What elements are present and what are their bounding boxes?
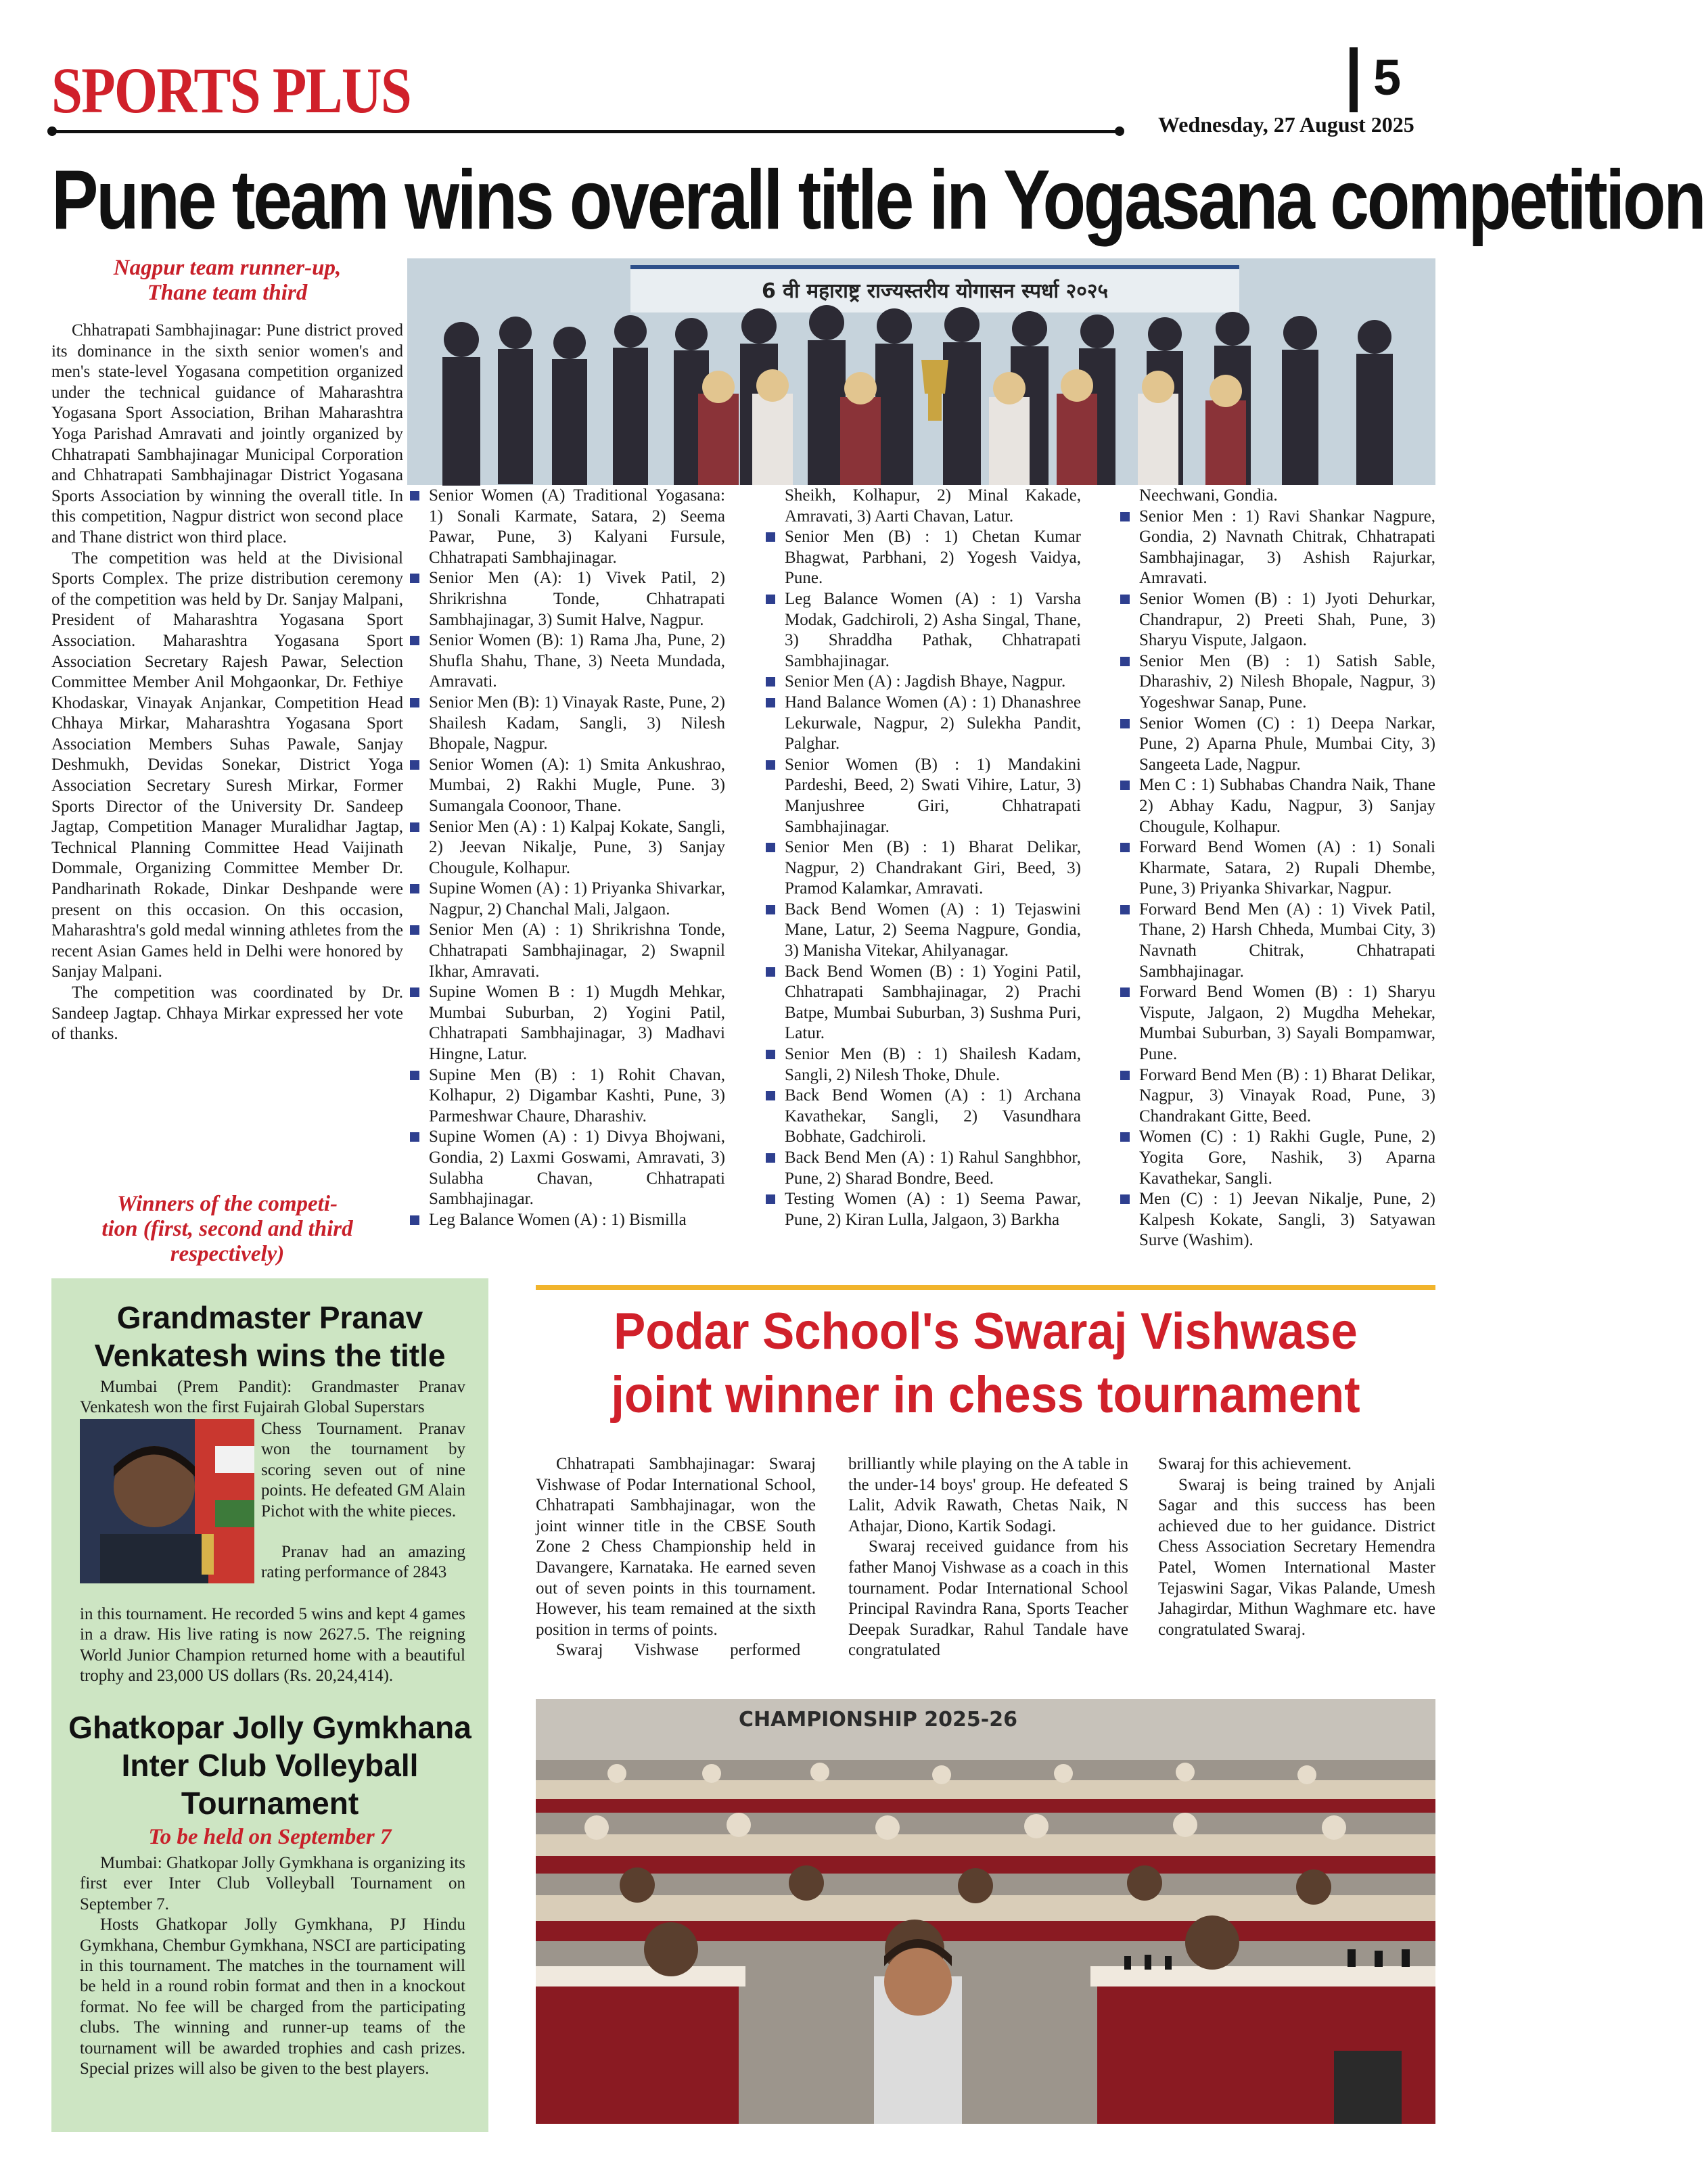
pranav-story-body (261, 1419, 465, 1583)
section-title: SPORTS PLUS (51, 54, 411, 126)
subhead-line: Thane team third (147, 281, 308, 305)
results-list (763, 486, 1081, 1230)
page-number-bar (1350, 47, 1358, 112)
story-paragraph: Swaraj Vishwase performed (556, 1641, 801, 1660)
chess-story-rule (536, 1285, 1435, 1290)
yoga-photo-illustration (407, 258, 1435, 485)
portrait-illustration (80, 1419, 254, 1583)
story-paragraph: Pranav had an amazing rating performance of 2843 (261, 1543, 465, 1582)
result-item: Supine Women (A) : 1) Priyanka Shivarkar, Nagpur, 2) Chanchal Mali, Jalgaon. (407, 879, 725, 920)
story-paragraph: Chhatrapati Sambhajinagar: Pune district proved its dominance in the sixth senior women's and men's state-level Yogasana competition organized under the technical guidance of Maharashtra Yogasana Sport Association, Brihan Maharashtra Yoga Parishad Amravati and jointly organized by Chhatrapati Sambhajinagar Municipal Corporation and Chhatrapati Sambhajinagar District Yogasana Sports Association by winning the overall title. In this competition, Nagpur district won second place and Thane district won third place. (51, 321, 403, 547)
story-paragraph: Mumbai (Prem Pandit): Grandmaster Pranav Venkatesh won the first Fujairah Global Superstars (80, 1378, 465, 1417)
result-item: Men (C) : 1) Jeevan Nikalje, Pune, 2) Kalpesh Kokate, Sangli, 3) Satyawan Surve (Washim). (1118, 1189, 1435, 1251)
result-item: Senior Men (B) : 1) Shailesh Kadam, Sangli, 2) Nilesh Thoke, Dhule. (763, 1044, 1081, 1086)
result-item: Hand Balance Women (A) : 1) Dhanashree Lekurwale, Nagpur, 2) Sulekha Pandit, Palghar. (763, 693, 1081, 755)
pranav-story-intro (80, 1377, 465, 1418)
result-item: Testing Women (A) : 1) Seema Pawar, Pune, 2) Kiran Lulla, Jalgaon, 3) Barkha (763, 1189, 1081, 1230)
results-list (407, 486, 725, 1230)
chess-story-column (536, 1454, 816, 1661)
result-item: Supine Men (B) : 1) Rohit Chavan, Kolhapur, 2) Digambar Kashti, Pune, 3) Parmeshwar Chaure, Dharashiv. (407, 1065, 725, 1128)
chess-headline: Podar School's Swaraj Vishwase joint winner in chess tournament (611, 1303, 1360, 1424)
masthead-rule-end (1115, 126, 1124, 136)
chess-tournament-photo (536, 1699, 1435, 2124)
masthead-rule-end (47, 126, 57, 136)
result-item: Back Bend Men (A) : 1) Rahul Sanghbhor, Pune, 2) Sharad Bondre, Beed. (763, 1148, 1081, 1189)
volleyball-headline: Ghatkopar Jolly Gymkhana Inter Club Volleyball Tournament (68, 1710, 471, 1821)
chess-photo-banner: CHAMPIONSHIP 2025-26 (739, 1708, 1017, 1732)
yoga-team-photo (407, 258, 1435, 485)
main-headline: Pune team wins overall title in Yogasana competition (51, 154, 1704, 247)
result-item: Senior Men : 1) Ravi Shankar Nagpure, Gondia, 2) Navnath Chitrak, Chhatrapati Sambhajinagar, 3) Ashish Rajurkar, Amravati. (1118, 507, 1435, 589)
result-item: Senior Women (B): 1) Rama Jha, Pune, 2) Shufla Shahu, Thane, 3) Neeta Mundada, Amravati. (407, 630, 725, 693)
story-paragraph: Hosts Ghatkopar Jolly Gymkhana, PJ Hindu Gymkhana, Chembur Gymkhana, NSCI are participating in this tournament. The matches in the tournament will be held in a round robin format and then in a knockout format. No fee will be charged from the participating clubs. The winning and runner-up teams of the tournament will be awarded trophies and cash prizes. Special prizes will also be given to the best players. (80, 1915, 465, 2078)
result-item: Forward Bend Men (B) : 1) Bharat Delikar, Nagpur, 3) Vinayak Road, Pune, 3) Chandrakant Gitte, Beed. (1118, 1065, 1435, 1128)
result-item: Men C : 1) Subhabas Chandra Naik, Thane 2) Abhay Kadu, Nagpur, 3) Sanjay Chougule, Kolhapur. (1118, 775, 1435, 837)
result-item: Forward Bend Men (A) : 1) Vivek Patil, Thane, 2) Harsh Chheda, Mumbai City, 3) Navnath Chitrak, Chhatrapati Sambhajinagar. (1118, 900, 1435, 982)
story-paragraph: Chhatrapati Sambhajinagar: Swaraj Vishwase of Podar International School, Chhatrapati Sambhajinagar, won the joint winner title in the CBSE South Zone 2 Chess Championship held in Davangere, Karnataka. He earned seven out of seven points in this tournament. However, his team remained at the sixth position in terms of points. (536, 1455, 816, 1639)
result-item-continued: Sheikh, Kolhapur, 2) Minal Kakade, Amravati, 3) Aarti Chavan, Latur. (785, 486, 1081, 526)
pranav-story-continued (80, 1604, 465, 1687)
caption-line: Winners of the competi- (116, 1192, 338, 1216)
story-paragraph: Swaraj is being trained by Anjali Sagar and this success has been achieved due to her guidance. District Chess Association Secretary Hemendra Patel, Women International Master Tejaswini Sagar, Vikas Palande, Umesh Jahagirdar, Mithun Waghmare etc. have congratulated Swaraj. (1158, 1475, 1435, 1639)
result-item: Senior Women (A) Traditional Yogasana: 1) Sonali Karmate, Satara, 2) Seema Pawar, Pune, 3) Kalyani Fursule, Chhatrapati Sambhajinagar. (407, 486, 725, 568)
masthead-rule (51, 130, 1120, 133)
issue-date: Wednesday, 27 August 2025 (1158, 112, 1414, 137)
volleyball-subhead: To be held on September 7 (148, 1825, 392, 1849)
result-item: Back Bend Women (B) : 1) Yogini Patil, Chhatrapati Sambhajinagar, 2) Prachi Batpe, Mumbai Suburban, 3) Sushma Puri, Latur. (763, 962, 1081, 1044)
result-item: Senior Women (C) : 1) Deepa Narkar, Pune, 2) Aparna Phule, Mumbai City, 3) Sangeeta Lade, Nagpur. (1118, 714, 1435, 776)
subhead-line: Nagpur team runner-up, (113, 256, 342, 280)
result-item: Supine Women (A) : 1) Divya Bhojwani, Gondia, 2) Laxmi Goswami, Amravati, 3) Sulabha Chavan, Chhatrapati Sambhajinagar. (407, 1127, 725, 1209)
result-item: Senior Women (B) : 1) Jyoti Dehurkar, Chandrapur, 2) Preeti Shah, Pune, 3) Sharyu Vispute, Jalgaon. (1118, 589, 1435, 651)
story-subhead (51, 256, 403, 306)
result-item: Senior Men (B) : 1) Chetan Kumar Bhagwat, Parbhani, 2) Yogesh Vaidya, Pune. (763, 527, 1081, 589)
result-item: Senior Men (A) : 1) Kalpaj Kokate, Sangli, 2) Jeevan Nikalje, Pune, 3) Sanjay Chougule, Kolhapur. (407, 817, 725, 879)
volleyball-story-body (80, 1853, 465, 2079)
story-paragraph: Swaraj received guidance from his father Manoj Vishwase as a coach in this tournament. Podar International School Principal Ravindra Rana, Sports Teacher Deepak Suradkar, Rahul Tandale have congratulated (848, 1537, 1128, 1660)
caption-line: respectively) (170, 1242, 285, 1266)
result-item: Senior Women (A): 1) Smita Ankushrao, Mumbai, 2) Rakhi Mugle, Pune. 3) Sumangala Coonoor, Thane. (407, 755, 725, 817)
chess-story-column (1158, 1454, 1435, 1640)
result-item: Senior Men (A): 1) Vivek Patil, 2) Shrikrishna Tonde, Chhatrapati Sambhajinagar, 3) Sumit Halve, Nagpur. (407, 568, 725, 630)
result-item: Women (C) : 1) Rakhi Gugle, Pune, 2) Yogita Gore, Nashik, 3) Aparna Kavathekar, Sangli. (1118, 1127, 1435, 1189)
story-paragraph: The competition was held at the Divisional Sports Complex. The prize distribution ceremony of the competition was held by Dr. Sanjay Malpani, President of Maharashtra Yogasana Sport Association. Maharashtra Yogasana Sport Association Secretary Rajesh Pawar, Selection Committee Member Anil Mohgaonkar, Dr. Fethiye Khodaskar, Vinayak Anjankar, Competition Head Chhaya Mirkar, Maharashtra Yogasana Sport Association Members Suhas Pawale, Sanjay Deshmukh, Devidas Sonekar, District Yoga Association Secretary Suresh Mirkar, Former Sports Director of the University Dr. Sandeep Jagtap, Competition Manager Muralidhar Jagtap, Technical Planning Committee Head Vaijinath Dommale, Organizing Committee Member Dr. Pandharinath Rokade, Dinkar Deshpande were present on this occasion. On this occasion, Maharashtra's gold medal winning athletes from the recent Asian Games held in Delhi were honored by Sanjay Malpani. (51, 549, 403, 981)
pranav-headline: Grandmaster Pranav Venkatesh wins the title (94, 1300, 446, 1373)
story-paragraph: Mumbai: Ghatkopar Jolly Gymkhana is organizing its first ever Inter Club Volleyball Tournament on September 7. (80, 1854, 465, 1913)
chess-photo-illustration (536, 1699, 1435, 2124)
result-item: Senior Men (B) : 1) Satish Sable, Dharashiv, 2) Nilesh Bhopale, Nagpur, 3) Yogeshwar Sanap, Pune. (1118, 651, 1435, 714)
result-item: Senior Men (A) : Jagdish Bhaye, Nagpur. (763, 672, 1081, 693)
story-paragraph: The competition was coordinated by Dr. Sandeep Jagtap. Chhaya Mirkar expressed her vote of thanks. (51, 983, 403, 1044)
result-item: Back Bend Women (A) : 1) Tejaswini Mane, Latur, 2) Seema Nagpure, Gondia, 3) Manisha Vitekar, Ahilyanagar. (763, 900, 1081, 962)
yoga-photo-banner: 6 वी महाराष्ट्र राज्यस्तरीय योगासन स्पर्धा २०२५ (761, 279, 1109, 303)
result-item: Forward Bend Women (A) : 1) Sonali Kharmate, Satara, 2) Rupali Dhembe, Pune, 3) Priyanka Shivarkar, Nagpur. (1118, 837, 1435, 900)
results-list (1118, 486, 1435, 1251)
result-item: Senior Women (B) : 1) Mandakini Pardeshi, Beed, 2) Swati Vihire, Latur, 3) Manjushree Giri, Chhatrapati Sambhajinagar. (763, 755, 1081, 837)
story-text: brilliantly while playing on the A table in the under-14 boys' group. He defeated S Lalit, Advik Rawath, Chetas Naik, N Athajar, Diono, Kartik Sodagi. (848, 1455, 1128, 1535)
result-item: Forward Bend Women (B) : 1) Sharyu Vispute, Jalgaon, 2) Mugdha Mehekar, Mumbai Suburban, 3) Sayali Bompamwar, Pune. (1118, 982, 1435, 1065)
story-text: in this tournament. He recorded 5 wins and kept 4 games in a draw. His live rating is now 2627.5. The reigning World Junior Champion returned home with a beautiful trophy and 23,000 US dollars (Rs. 20,24,414). (80, 1605, 465, 1686)
result-item: Senior Men (B) : 1) Bharat Delikar, Nagpur, 2) Chandrakant Giri, Beed, 3) Pramod Kalamkar, Amravati. (763, 837, 1081, 900)
chess-story-column (848, 1454, 1128, 1661)
story-text: Chess Tournament. Pranav won the tournament by scoring seven out of nine points. He defeated GM Alain Pichot with the white pieces. (261, 1420, 465, 1520)
story-text: Swaraj for this achievement. (1158, 1455, 1352, 1473)
result-item: Senior Men (A) : 1) Shrikrishna Tonde, Chhatrapati Sambhajinagar, 2) Swapnil Ikhar, Amravati. (407, 920, 725, 982)
caption-line: tion (first, second and third (101, 1217, 353, 1241)
pranav-portrait (80, 1419, 254, 1583)
result-item: Senior Men (B): 1) Vinayak Raste, Pune, 2) Shailesh Kadam, Sangli, 3) Nilesh Bhopale, Nagpur. (407, 693, 725, 755)
page-number: 5 (1373, 49, 1402, 106)
winners-caption (51, 1192, 403, 1267)
result-item-continued: Neechwani, Gondia. (1139, 486, 1278, 505)
result-item: Back Bend Women (A) : 1) Archana Kavathekar, Sangli, 2) Vasundhara Bobhate, Gadchiroli. (763, 1086, 1081, 1148)
lead-story-body (51, 321, 403, 1045)
result-item: Leg Balance Women (A) : 1) Varsha Modak, Gadchiroli, 2) Asha Singal, Thane, 3) Shraddha Pathak, Chhatrapati Sambhajinagar. (763, 589, 1081, 672)
result-item: Supine Women B : 1) Mugdh Mehkar, Mumbai Suburban, 2) Yogini Patil, Chhatrapati Sambhajinagar, 3) Madhavi Hingne, Latur. (407, 982, 725, 1065)
result-item: Leg Balance Women (A) : 1) Bismilla (407, 1210, 725, 1231)
